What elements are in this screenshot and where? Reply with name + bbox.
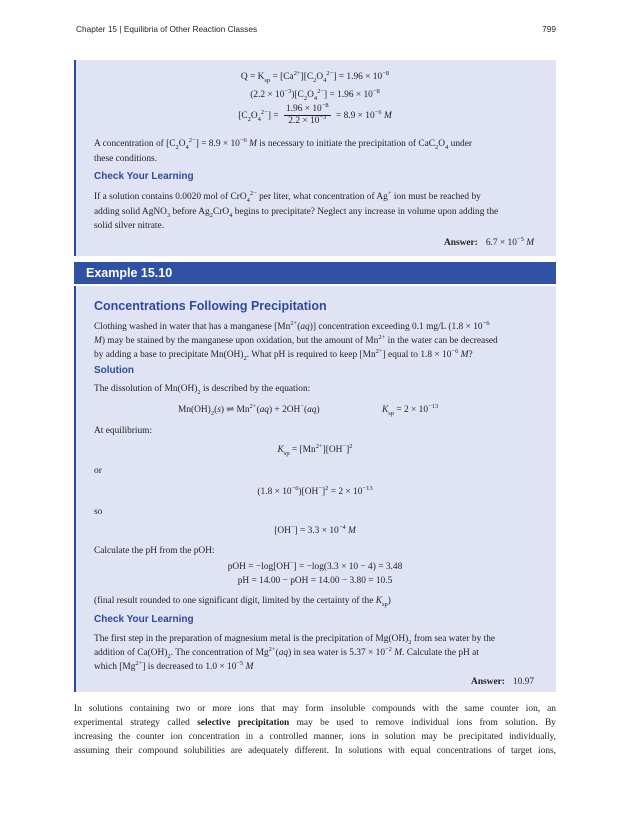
equation-solved-right: = $8.9 \times 10^{-6}$ M [335, 108, 392, 121]
check-your-learning-heading-1: Check Your Learning [94, 171, 194, 182]
page-number: 799 [542, 24, 556, 34]
solution-text-6: (final result rounded to one significant digit, limited by the certainty of the $K_{sp}$) [94, 596, 391, 608]
body-line-4: assuming their compound solubilities are adequately different. In solutions with equal concentrations of target ions, [74, 746, 556, 756]
body-line-1: In solutions containing two or more ions that may form insoluble compounds with the same counter ion, an [74, 704, 556, 714]
solution-text-2: At equilibrium: [94, 426, 153, 436]
equation-ksp-expression: $K_{sp} = [Mn^{2+}][OH^-]^2$ [277, 442, 353, 457]
fraction [284, 101, 331, 127]
equation-dissolution: $Mn(OH)_2(s)$ ⇌ $Mn^{2+}(aq) + 2OH^-(aq)$ [178, 402, 320, 417]
page-header [76, 24, 556, 38]
answer-2 [471, 677, 534, 687]
solution-text-3: or [94, 466, 102, 476]
question-line-1: If a solution contains 0.0020 mol of CrO$_4^{2-}$ per liter, what concentration of Ag+ ion must be reached by [94, 189, 481, 204]
conclusion-line-2: these conditions. [94, 154, 158, 164]
solution-text-1: The dissolution of $Mn(OH)_2$ is described by the equation: [94, 384, 311, 396]
fraction-numerator: $1.96 \times 10^{-8}$ [285, 101, 329, 114]
check-line-2: addition of $Ca(OH)_2$. The concentration of $Mg^{2+}(aq)$ in sea water is $5.37 \times 10^{-2}$ M. Calculate the pH at [94, 645, 479, 660]
equation-solved-left: $[C_2O_4^{2-}]$ = [238, 108, 279, 123]
answer-value: $6.7 \times 10^{-5}$ M [485, 235, 534, 248]
solution-heading: Solution [94, 365, 134, 376]
equation-so: $[OH^-] = 3.3 \times 10^{-4}$ M [274, 523, 356, 536]
problem-line-2: M) may be stained by the manganese upon oxidation, but the amount of $Mn^{2+}$ in the water can be decreased [94, 333, 498, 346]
equation-substituted: $(2.2 \times 10^{-3})[C_2O_4^{2-}] = 1.96 \times 10^{-8}$ [250, 87, 380, 102]
answer-1 [443, 235, 534, 248]
check-line-1: The first step in the preparation of magnesium metal is the precipitation of $Mg(OH)_2$ from sea water by the [94, 634, 496, 646]
equation-or: $(1.8 \times 10^{-6})[OH^-]^2 = 2 \times 10^{-13}$ [257, 484, 373, 497]
problem-line-1: Clothing washed in water that has a manganese $[Mn^{2+}(aq)]$ concentration exceeding 0.1 mg/L ($1.8 \times 10^{-6}$ [94, 319, 490, 332]
check-line-3: which $[Mg^{2+}]$ is decreased to $1.0 \times 10^{-5}$ M [94, 659, 254, 672]
equation-ksp-value: $K_{sp} = 2 \times 10^{-13}$ [382, 402, 439, 417]
solution-text-5: Calculate the pH from the pOH: [94, 546, 215, 556]
answer-value: 10.97 [512, 677, 534, 687]
example-label-bar: Example 15.10 [74, 262, 556, 284]
equation-poh: pOH = −log[OH−] = −log(3.3 × 10 − 4) = 3.48 [227, 559, 403, 572]
check-your-learning-heading-2: Check Your Learning [94, 614, 194, 625]
equation-solved [74, 101, 556, 127]
fraction-denominator: $2.2 \times 10^{-3}$ [288, 113, 327, 126]
equation-q: $Q = K_{sp} = [Ca^{2+}][C_2O_4^{2-}] = 1.96 \times 10^{-8}$ [240, 69, 390, 84]
conclusion-line-1: A concentration of $[C_2O_4^{2-}] = 8.9 \times 10^{-6}$ M is necessary to initiate the precipitation of $CaC_2O_4$ under [94, 136, 473, 151]
solution-text-4: so [94, 507, 103, 517]
chapter-title: Chapter 15 | Equilibria of Other Reaction Classes [76, 24, 258, 34]
body-line-3: increasing the counter ion concentration in a controlled manner, ions in solution may be precipitated individually, [74, 732, 556, 742]
equation-ph: pH = 14.00 − pOH = 14.00 − 3.80 = 10.5 [237, 576, 393, 586]
body-line-2: experimental strategy called selective precipitation may be used to remove individual ions from solution. By [74, 718, 556, 728]
question-line-3: solid silver nitrate. [94, 221, 165, 231]
example-title: Concentrations Following Precipitation [94, 299, 327, 313]
question-line-2: adding solid AgNO$_3$ before $Ag_2CrO_4$ begins to precipitate? Neglect any increase in volume upon adding the [94, 207, 499, 219]
answer-label: Answer: [443, 238, 478, 248]
answer-label: Answer: [471, 677, 505, 687]
problem-line-3: by adding a base to precipitate $Mn(OH)_2$. What pH is required to keep $[Mn^{2+}]$ equal to $1.8 \times 10^{-6}$ M? [94, 347, 473, 362]
